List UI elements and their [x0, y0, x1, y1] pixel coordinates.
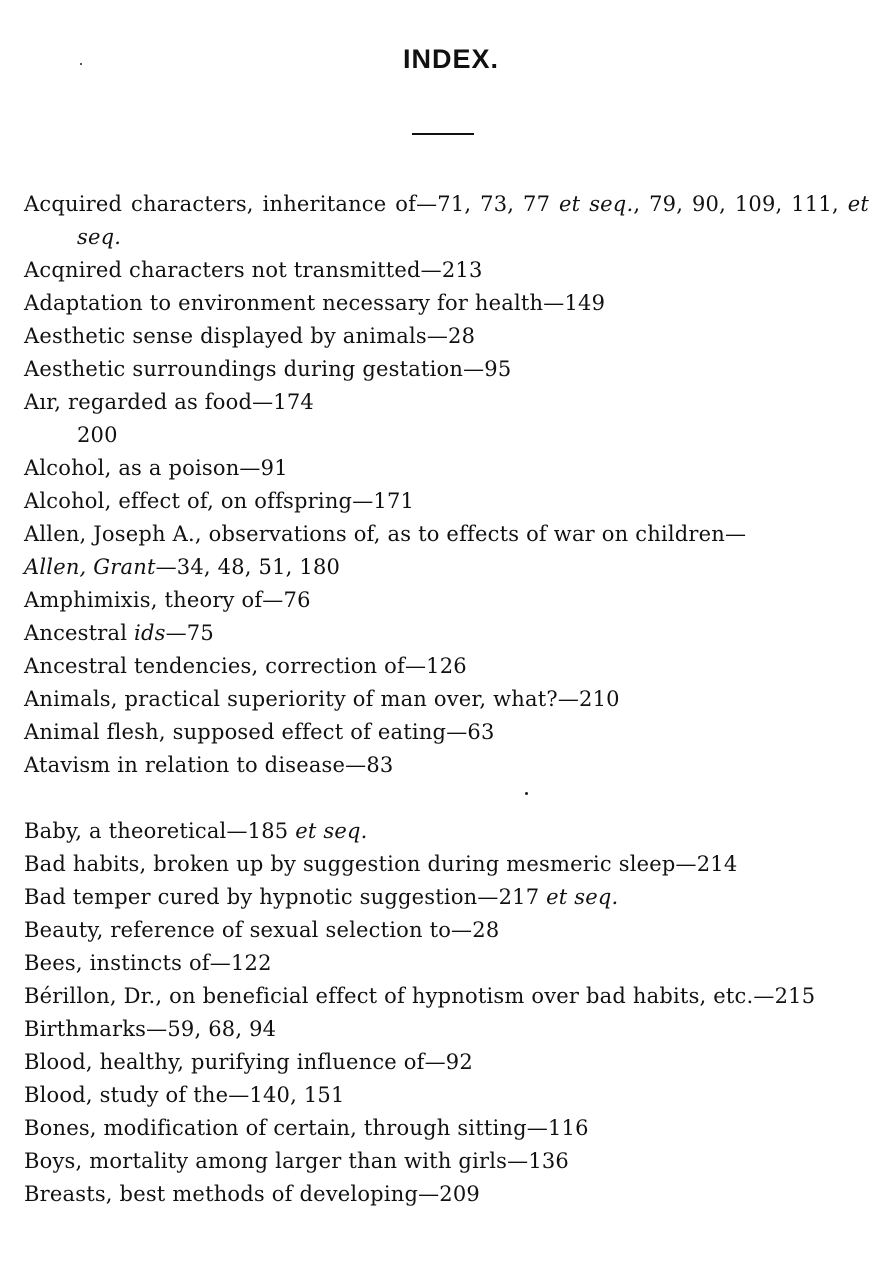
entry-text: Ancestral: [24, 621, 135, 645]
index-entry: [24, 353, 869, 386]
entry-text: , 79, 90, 109, 111,: [633, 192, 848, 216]
entry-text: Bad habits, broken up by suggestion during mesmeric sleep—214: [24, 852, 738, 876]
index-entry: [24, 452, 869, 485]
entry-text: Alcohol, effect of, on offspring—171: [24, 489, 415, 513]
index-section-a: [24, 188, 869, 782]
entry-text: Blood, study of the—140, 151: [24, 1083, 345, 1107]
entry-text: —75: [165, 621, 214, 645]
index-entry: [24, 254, 869, 287]
entry-text: Bees, instincts of—122: [24, 951, 272, 975]
index-entry: [24, 914, 869, 947]
entry-text: Animals, practical superiority of man over, what?—210: [24, 687, 620, 711]
index-entry: [24, 287, 869, 320]
page-title: INDEX.: [402, 44, 500, 74]
entry-text: Acqnired characters not transmitted—213: [24, 258, 483, 282]
index-entry: [24, 1013, 869, 1046]
entry-text: Aesthetic surroundings during gestation—95: [24, 357, 512, 381]
entry-italic-text: et seq.: [546, 885, 619, 909]
entry-italic-text: et seq.: [77, 192, 869, 249]
entry-text: Atavism in relation to disease—83: [24, 753, 394, 777]
section-dot-mark: [525, 792, 528, 795]
entry-text: Alcohol, as a poison—91: [24, 456, 288, 480]
index-entry: [24, 1046, 869, 1079]
entry-text: Aır, regarded as food—174: [24, 390, 314, 414]
entry-text: Birthmarks—59, 68, 94: [24, 1017, 277, 1041]
entry-text: Bérillon, Dr., on beneficial effect of hypnotism over bad habits, etc.—215: [24, 984, 816, 1008]
index-entry: [24, 980, 869, 1013]
entry-text: Allen, Joseph A., observations of, as to effects of war on children—: [24, 522, 747, 546]
index-entry: [24, 617, 869, 650]
section-gap: [24, 782, 869, 815]
entry-text: Boys, mortality among larger than with girls—136: [24, 1149, 569, 1173]
index-section-b: [24, 815, 869, 1211]
entry-italic-text: et seq.: [295, 819, 368, 843]
index-entry: [24, 320, 869, 353]
entry-text: Baby, a theoretical—185: [24, 819, 296, 843]
index-entry: [24, 518, 869, 551]
index-entry: [24, 1079, 869, 1112]
index-entry: [24, 584, 869, 617]
entry-text: —34, 48, 51, 180: [155, 555, 341, 579]
index-entry: [24, 947, 869, 980]
entry-text: Animal flesh, supposed effect of eating—63: [24, 720, 495, 744]
entry-text: Aesthetic sense displayed by animals—28: [24, 324, 476, 348]
entry-text: 200: [77, 423, 118, 447]
index-entry: [24, 386, 869, 419]
entry-text: Adaptation to environment necessary for health—149: [24, 291, 606, 315]
index-entry: [24, 1178, 869, 1211]
index-list: [24, 188, 869, 1211]
entry-text: Acquired characters, inheritance of—71, 73, 77: [24, 192, 560, 216]
entry-text: Amphimixis, theory of—76: [24, 588, 311, 612]
index-entry: [24, 749, 869, 782]
entry-italic-text: ids: [134, 621, 166, 645]
entry-text: Beauty, reference of sexual selection to—28: [24, 918, 500, 942]
title-rule: [412, 133, 474, 135]
index-entry: [24, 1112, 869, 1145]
index-entry: [24, 1145, 869, 1178]
index-entry: [24, 881, 869, 914]
entry-text: Breasts, best methods of developing—209: [24, 1182, 480, 1206]
index-entry: [24, 716, 869, 749]
entry-text: Blood, healthy, purifying influence of—92: [24, 1050, 473, 1074]
entry-italic-text: et seq.: [559, 192, 634, 216]
index-entry: [24, 188, 869, 254]
entry-text: Bad temper cured by hypnotic suggestion—217: [24, 885, 547, 909]
entry-text: Ancestral tendencies, correction of—126: [24, 654, 467, 678]
speck-mark: [80, 63, 82, 65]
index-entry: [24, 848, 869, 881]
index-entry: [24, 551, 869, 584]
index-entry: [24, 419, 869, 452]
entry-italic-text: Allen, Grant: [24, 555, 156, 579]
index-entry: [24, 683, 869, 716]
index-entry: [24, 815, 869, 848]
entry-text: Bones, modification of certain, through sitting—116: [24, 1116, 589, 1140]
index-entry: [24, 485, 869, 518]
index-entry: [24, 650, 869, 683]
